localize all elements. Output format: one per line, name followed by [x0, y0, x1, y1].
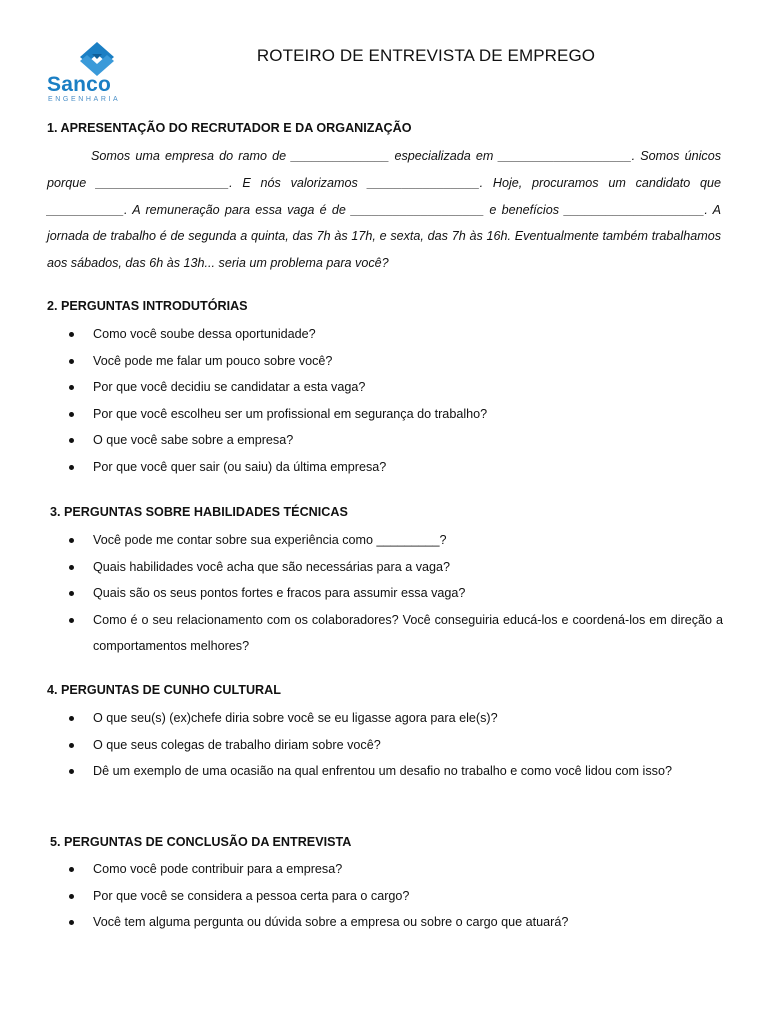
- list-item: [47, 454, 723, 481]
- bullet-icon: [69, 743, 74, 748]
- question-text: Como você soube dessa oportunidade?: [93, 327, 316, 341]
- question-text: Quais são os seus pontos fortes e fracos para assumir essa vaga?: [93, 586, 466, 601]
- question-text: Dê um exemplo de uma ocasião na qual enfrentou um desafio no trabalho e como você lidou com isso?: [93, 764, 672, 779]
- section-heading-2: 2. PERGUNTAS INTRODUTÓRIAS: [47, 299, 248, 313]
- intro-paragraph: [47, 143, 721, 277]
- list-item: [47, 527, 723, 554]
- question-text: O que seu(s) (ex)chefe diria sobre você se eu ligasse agora para ele(s)?: [93, 711, 498, 725]
- logo-subtitle: ENGENHARIA: [48, 96, 121, 103]
- logo-mark-icon: [73, 42, 121, 76]
- bullet-icon: [69, 867, 74, 872]
- list-item: [47, 758, 723, 785]
- question-text: Como você pode contribuir para a empresa?: [93, 862, 343, 876]
- question-text: O que seus colegas de trabalho diriam sobre você?: [93, 737, 381, 752]
- section-heading-5: 5. PERGUNTAS DE CONCLUSÃO DA ENTREVISTA: [50, 835, 352, 849]
- list-item: [47, 348, 723, 375]
- question-text: Você tem alguma pergunta ou dúvida sobre a empresa ou sobre o cargo que atuará?: [93, 915, 569, 930]
- bullet-icon: [69, 359, 74, 364]
- question-text: O que você sabe sobre a empresa?: [93, 433, 294, 448]
- logo-name: Sanco: [47, 73, 112, 96]
- bullet-icon: [69, 538, 74, 543]
- bullet-icon: [69, 565, 74, 570]
- question-text: Quais habilidades você acha que são necessárias para a vaga?: [93, 559, 451, 574]
- bullet-icon: [69, 332, 74, 337]
- section-heading-4: 4. PERGUNTAS DE CUNHO CULTURAL: [47, 683, 281, 697]
- question-list-5: [47, 856, 723, 936]
- company-logo: [44, 42, 128, 104]
- list-item: [47, 909, 723, 936]
- list-item: [47, 607, 723, 660]
- bullet-icon: [69, 894, 74, 899]
- question-list-4: [47, 705, 723, 785]
- list-item: [47, 580, 723, 607]
- bullet-icon: [69, 618, 74, 623]
- section-heading-3: 3. PERGUNTAS SOBRE HABILIDADES TÉCNICAS: [50, 505, 348, 519]
- list-item: [47, 732, 723, 759]
- list-item: [47, 427, 723, 454]
- list-item: [47, 883, 723, 910]
- bullet-icon: [69, 412, 74, 417]
- question-text: Como é o seu relacionamento com os colaboradores? Você conseguiria educá-los e coordená-los em direção a comportamentos melhores?: [93, 612, 723, 654]
- question-text: Você pode me contar sobre sua experiência como _________?: [93, 533, 447, 547]
- question-text: Por que você escolheu ser um profissional em segurança do trabalho?: [93, 406, 488, 421]
- list-item: [47, 554, 723, 581]
- bullet-icon: [69, 385, 74, 390]
- question-text: Você pode me falar um pouco sobre você?: [93, 353, 333, 368]
- bullet-icon: [69, 438, 74, 443]
- list-item: [47, 856, 723, 883]
- bullet-icon: [69, 591, 74, 596]
- list-item: [47, 321, 723, 348]
- list-item: [47, 374, 723, 401]
- question-list-2: [47, 321, 723, 481]
- question-text: Por que você decidiu se candidatar a esta vaga?: [93, 380, 366, 395]
- section-heading-1: 1. APRESENTAÇÃO DO RECRUTADOR E DA ORGANIZAÇÃO: [47, 121, 412, 135]
- intro-paragraph-text: Somos uma empresa do ramo de ______________ especializada em ___________________. Somos únicos porque ___________________. E nós valorizamos ________________. Hoje, procuramos um candidato que ___________. A remuneração para essa vaga é de ___________________ e benefícios ____________________. A jornada de trabalho é de segunda a quinta, das 7h às 17h, e sexta, das 7h às 16h. Eventualmente também trabalhamos aos sábados, das 6h às 13h... seria um problema para você?: [47, 149, 721, 271]
- question-text: Por que você se considera a pessoa certa para o cargo?: [93, 888, 410, 903]
- question-list-3: [47, 527, 723, 660]
- bullet-icon: [69, 769, 74, 774]
- bullet-icon: [69, 716, 74, 721]
- bullet-icon: [69, 465, 74, 470]
- question-text: Por que você quer sair (ou saiu) da última empresa?: [93, 459, 387, 474]
- list-item: [47, 401, 723, 428]
- page-title: ROTEIRO DE ENTREVISTA DE EMPREGO: [256, 46, 596, 65]
- bullet-icon: [69, 920, 74, 925]
- list-item: [47, 705, 723, 732]
